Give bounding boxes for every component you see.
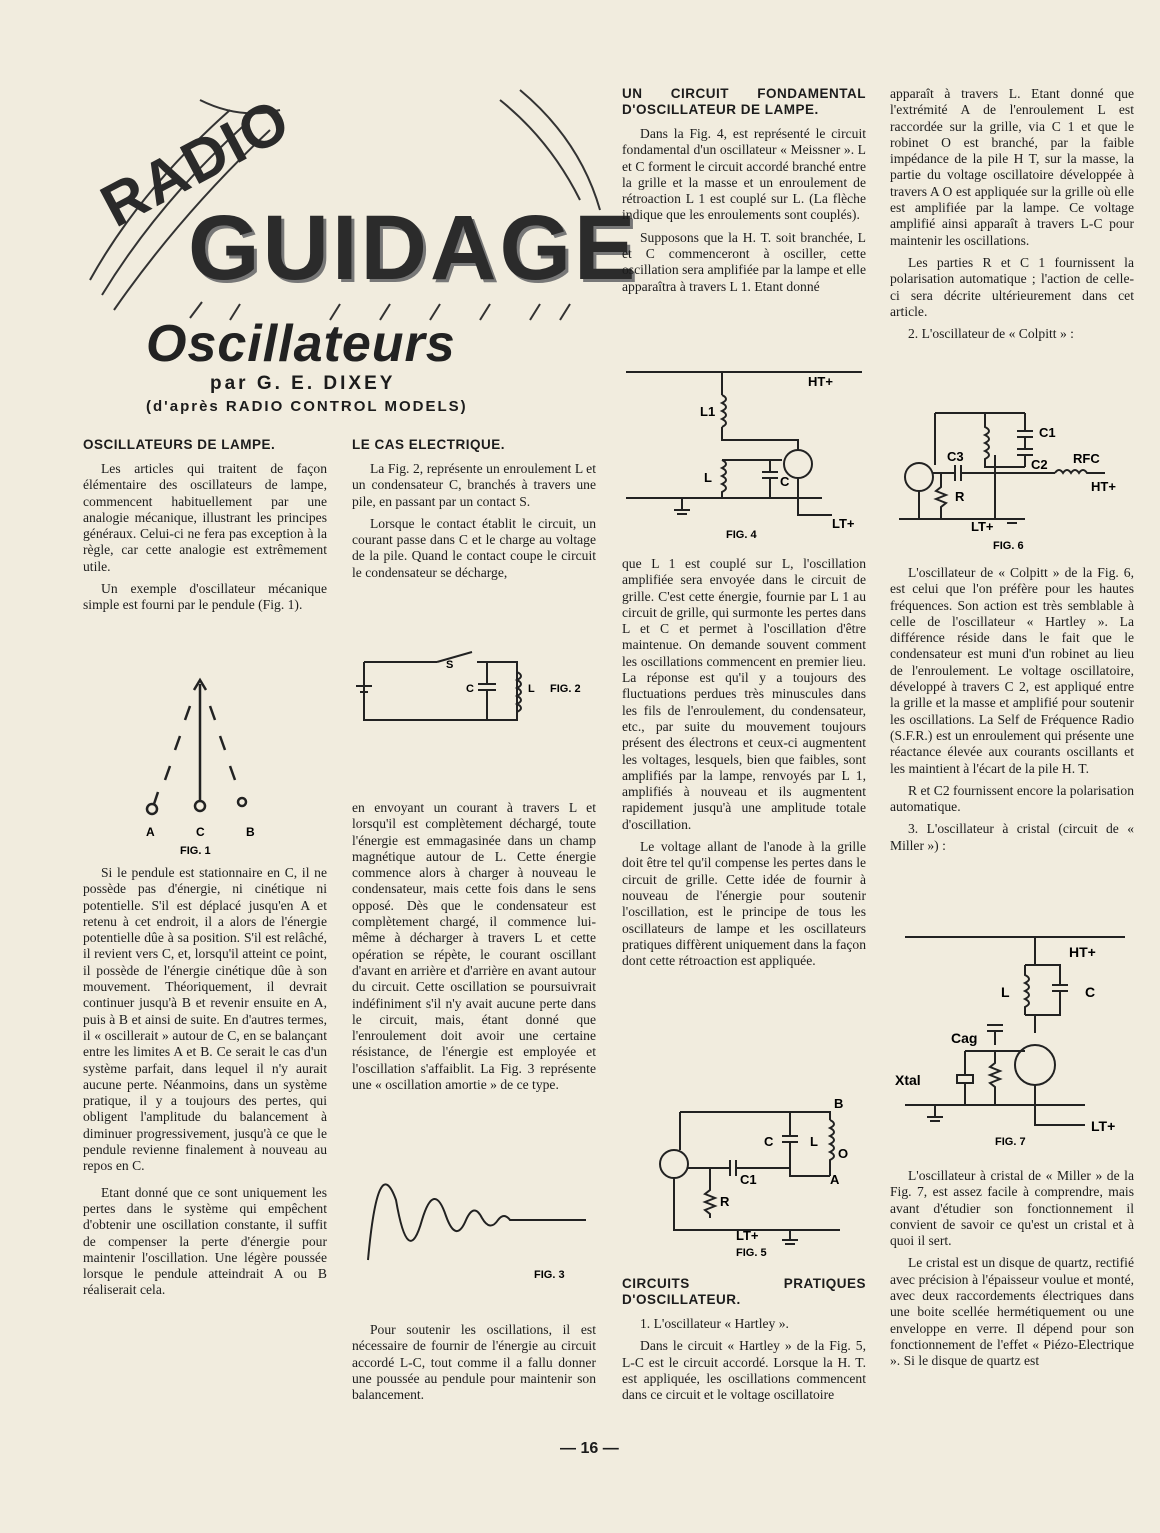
fig6-label-lt: LT+	[971, 519, 994, 534]
column-3b	[622, 556, 866, 975]
fig7-label-l: L	[1001, 984, 1010, 1000]
fig5-label-o: O	[838, 1146, 849, 1161]
column-1	[83, 437, 327, 620]
column-2	[352, 437, 596, 587]
paragraph: Supposons que la H. T. soit branchée, L et C commenceront à osciller, cette oscillation sera amplifiée par la lampe et elle apparaîtra à travers L 1. Etant donné	[622, 229, 866, 294]
paragraph: que L 1 est couplé sur L, l'oscillation amplifiée sera envoyée dans le circuit de grille. C'est cette énergie, fournie par L 1 au circuit de grille, qui surmonte les pertes dans L et C et permet à l'oscillation d'être maintenue. On demande souvent comment les oscillations commencent en premier lieu. La réponse est qu'il y a toujours des fluctuations perdues très minuscules dans les fils de l'enroulement, du condensateur, etc., par suite du mouvement toujours présent des électrons et ceux-ci augmentent les voltages, lesquels, bien que faibles, sont amplifiés par la lampe, renvoyés par L 1, amplifiés à nouveau et ils augmentent rapidement jusqu'à une amplitude totale d'oscillation.	[622, 556, 866, 832]
fig7-label-lt: LT+	[1091, 1118, 1116, 1134]
fig7-label-c: C	[1085, 984, 1096, 1000]
paragraph: 3. L'oscillateur à cristal (circuit de « Miller ») :	[890, 821, 1134, 853]
fig4-label-ht: HT+	[808, 374, 833, 389]
column-2c	[352, 1322, 596, 1409]
section-heading: UN CIRCUIT FONDAMENTAL D'OSCILLATEUR DE LAMPE.	[622, 86, 866, 117]
fig3-damped-oscillation	[356, 1160, 596, 1290]
paragraph: L'oscillateur de « Colpitt » de la Fig. 6, est celui que l'on préfère pour les hautes fréquences. Son action est très semblable à celle de l'oscillateur « Hartley ». La différence réside dans le fait que le condensateur est muni d'un robinet au lieu de l'enroulement. Le voltage oscillatoire, développé à travers C 2, est appliqué entre la grille et la masse et amplifié pour soutenir les oscillations. La Self de Fréquence Radio (S.F.R.) est un enroulement qui présente une réactance élevée aux courants oscillants et les maintient à l'écart de la pile H. T.	[890, 565, 1134, 776]
title-subtitle: Oscillateurs	[146, 315, 456, 373]
fig1-label-c: C	[196, 825, 205, 839]
paragraph: R et C2 fournissent encore la polarisation automatique.	[890, 782, 1134, 815]
fig5-label-a: A	[830, 1172, 840, 1187]
column-1b	[83, 865, 327, 1305]
fig5-label-c: C	[764, 1134, 774, 1149]
paragraph: Le cristal est un disque de quartz, rectifié avec précision à l'épaisseur voulue et monté, avec deux raccordements électriques dans une boite scellée hermétiquement ou une enveloppe en verre. Il dépend pour son fonctionnement de l'effet « Piézo-Electrique ». Si le disque de quartz est	[890, 1255, 1134, 1369]
column-4c	[890, 1168, 1134, 1376]
fig2-label-l: L	[528, 683, 535, 695]
fig6-label-c1: C1	[1039, 425, 1056, 440]
paragraph: Dans la Fig. 4, est représenté le circuit fondamental d'un oscillateur « Meissner ». L et C forment le circuit accordé branché entre la grille et la masse et un enroulement de rétroaction L 1 est couplé sur L. (La flèche indique que les enroulements sont couplés).	[622, 126, 866, 223]
fig4-label-l: L	[704, 470, 712, 485]
fig4-label-l1: L1	[700, 404, 716, 419]
fig2-caption: FIG. 2	[550, 683, 581, 695]
fig7-caption: FIG. 7	[995, 1136, 1026, 1148]
paragraph: Si le pendule est stationnaire en C, il ne possède pas d'énergie, ni cinétique ni potentielle. S'il est déplacé jusqu'en A et retenu à cet endroit, il a alors de l'énergie potentielle dûe à sa position. S'il est relâché, il revient vers C, et, lorsqu'il atteint ce point, il possède de l'énergie cinétique dûe à son mouvement. Théoriquement, il devrait continuer jusqu'à B et revenir ensuite en A, puis à B et ainsi de suite. En d'autres termes, il « oscillerait » autour de C, en se balançant entre les limites A et B. Ce serait le cas d'un système parfait, dans lequel il n'y aurait aucune perte. Néanmoins, dans un système pratique, il y a toujours des pertes, qui obligent l'amplitude du balancement à diminuer progressivement, jusqu'à ce que le pendule revienne finalement à nouveau au repos en C.	[83, 865, 327, 1174]
fig6-label-r: R	[955, 489, 965, 504]
column-3	[622, 86, 866, 301]
fig2-lc-circuit	[352, 640, 602, 740]
paragraph: Un exemple d'oscillateur mécanique simple est fourni par le pendule (Fig. 1).	[83, 581, 327, 613]
fig5-label-r: R	[720, 1194, 730, 1209]
fig4-meissner-circuit	[622, 360, 872, 545]
title-radio: RADIO	[90, 85, 302, 240]
fig7-label-xtal: Xtal	[895, 1072, 921, 1088]
fig3-caption: FIG. 3	[534, 1269, 565, 1281]
paragraph: 2. L'oscillateur de « Colpitt » :	[908, 326, 1074, 342]
fig1-pendulum-diagram	[130, 676, 280, 856]
column-4	[890, 86, 1134, 348]
paragraph: Les articles qui traitent de façon élémentaire des oscillateurs de lampe, commencent habituellement par une analogie mécanique, illustrant les principes généraux. Celui-ci ne fera pas exception à la règle, car cette analogie est extrêmement utile.	[83, 461, 327, 574]
fig6-label-rfc: RFC	[1073, 451, 1100, 466]
fig2-label-s: S	[446, 659, 454, 671]
fig5-label-lt: LT+	[736, 1228, 759, 1243]
column-2b	[352, 800, 596, 1099]
section-heading: OSCILLATEURS DE LAMPE.	[83, 437, 276, 452]
paragraph: La Fig. 2, représente un enroulement L et un condensateur C, branchés à travers une pile, en passant par un contact S.	[352, 461, 596, 509]
paragraph: Lorsque le contact établit le circuit, un courant passe dans C et le charge au voltage de la pile. Quand le contact coupe le circuit le condensateur se décharge,	[352, 515, 596, 580]
paragraph: apparaît à travers L. Etant donné que l'extrémité A de l'enroulement L est raccordée sur la grille, via C 1 et que le robinet O est branché, par la faible impédance de la pile H T, sur la masse, la partie du voltage oscillatoire développée à travers A O est appliquée sur la grille où elle est amplifiée par la lampe. Ce voltage amplifié ainsi apparaît à travers L-C pour maintenir les oscillations.	[890, 86, 1134, 248]
fig6-label-c3: C3	[947, 449, 964, 464]
author-line: par G. E. DIXEY	[210, 373, 396, 394]
section-heading: LE CAS ELECTRIQUE.	[352, 437, 506, 452]
fig1-caption: FIG. 1	[180, 845, 211, 856]
fig6-label-c2: C2	[1031, 457, 1048, 472]
paragraph: 1. L'oscillateur « Hartley ».	[640, 1316, 789, 1331]
paragraph: Dans le circuit « Hartley » de la Fig. 5, L-C est le circuit accordé. Lorsque la H. T. est appliquée, les oscillations commencent dans ce circuit et le voltage oscillatoire	[622, 1338, 866, 1403]
fig4-label-c: C	[780, 474, 790, 489]
paragraph: en envoyant un courant à travers L et lorsqu'il est complètement déchargé, toute l'énergie est emmagasinée dans un champ magnétique autour de L. Cette énergie commence alors à charger à nouveau le condensateur, mais cette fois dans le sens opposé. Dès que le condensateur est complètement chargé, il commence lui-même à décharger à travers L et cette opération se répète, le courant oscillant d'avant en arrière et d'arrière en avant autour du circuit. Cette oscillation se poursuivrait indéfiniment s'il n'y avait aucune perte dans le circuit, mais, étant donné que l'enroulement doit avoir une certaine résistance, de l'énergie est employée et l'oscillation s'affaiblit. La Fig. 3 représente une « oscillation amortie » de ce type.	[352, 800, 596, 1093]
fig5-hartley-circuit	[640, 1090, 870, 1260]
fig2-label-c: C	[466, 683, 474, 695]
fig5-label-l: L	[810, 1134, 818, 1149]
column-4b	[890, 565, 1134, 860]
fig7-label-cag: Cag	[951, 1030, 978, 1046]
source-line: (d'après RADIO CONTROL MODELS)	[146, 398, 468, 415]
paragraph: Pour soutenir les oscillations, il est nécessaire de fournir de l'énergie au circuit accordé L-C, tout comme il a fallu donner une poussée au pendule pour maintenir son balancement.	[352, 1322, 596, 1403]
paragraph: Etant donné que ce sont uniquement les pertes dans le système qui empêchent d'obtenir une oscillation constante, il suffit de compenser la perte d'énergie pour maintenir l'oscillation. Une légère poussée lorsque le pendule atteindrait A ou B réaliserait cela.	[83, 1184, 327, 1298]
fig6-colpitt-circuit	[895, 405, 1135, 555]
fig4-caption: FIG. 4	[726, 529, 757, 541]
fig1-label-a: A	[146, 825, 155, 839]
page-number: — 16 —	[560, 1440, 619, 1457]
paragraph: Le voltage allant de l'anode à la grille doit être tel qu'il compense les pertes dans le circuit de grille. Cette idée de fournir à nouveau de l'énergie pour soutenir l'oscillation, est le principe de tous les oscillateurs de lampe et les oscillateurs pratiques diffèrent uniquement dans la façon dont cette rétroaction est appliquée.	[622, 839, 866, 969]
fig6-caption: FIG. 6	[993, 540, 1024, 552]
fig5-label-b: B	[834, 1096, 844, 1111]
fig7-label-ht: HT+	[1069, 944, 1096, 960]
fig4-label-lt: LT+	[832, 516, 855, 531]
paragraph: Les parties R et C 1 fournissent la polarisation automatique ; l'action de celle-ci sera décrite ultérieurement dans cet article.	[890, 254, 1134, 319]
section-heading: CIRCUITS PRATIQUES D'OSCILLATEUR.	[622, 1276, 866, 1307]
fig5-label-c1: C1	[740, 1172, 757, 1187]
fig6-label-ht: HT+	[1091, 479, 1116, 494]
fig5-caption: FIG. 5	[736, 1247, 767, 1259]
paragraph: L'oscillateur à cristal de « Miller » de la Fig. 7, est assez facile à comprendre, mais avant d'étudier son fonctionnement il convient de savoir ce qu'est un cristal et à quoi il sert.	[890, 1168, 1134, 1249]
fig7-miller-circuit	[895, 925, 1135, 1150]
fig1-label-b: B	[246, 825, 255, 839]
column-3c	[622, 1276, 866, 1409]
title-guidage: GUIDAGE	[188, 197, 639, 299]
